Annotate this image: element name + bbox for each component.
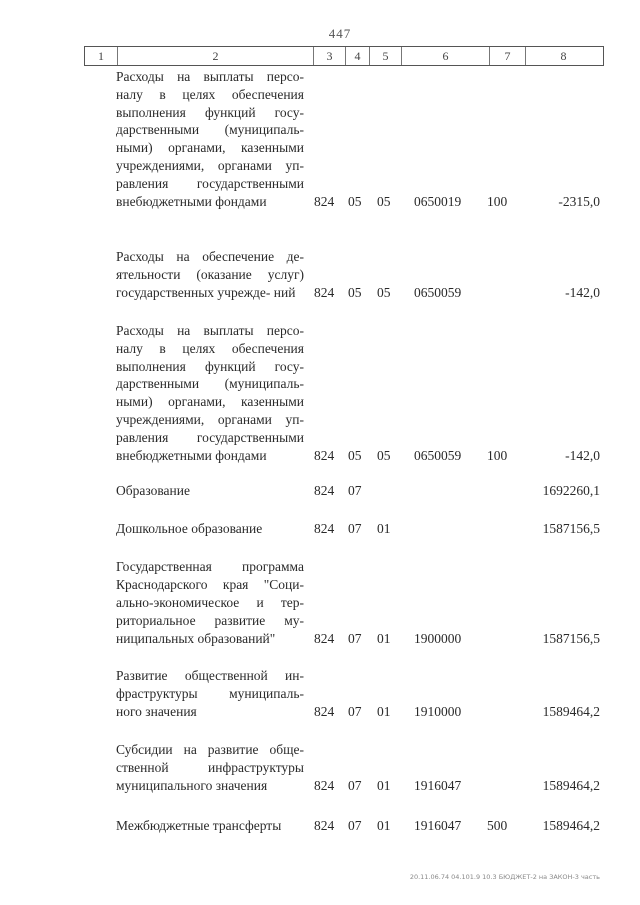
table-row bbox=[0, 558, 640, 648]
header-col-7: 7 bbox=[489, 47, 525, 65]
table-row bbox=[0, 667, 640, 721]
cell-section: 07 bbox=[348, 818, 362, 834]
cell-target-article: 1916047 bbox=[414, 818, 462, 834]
cell-amount: -2315,0 bbox=[558, 194, 600, 210]
cell-section: 07 bbox=[348, 483, 362, 499]
header-col-1: 1 bbox=[98, 49, 104, 63]
cell-code: 824 bbox=[314, 818, 335, 834]
row-description: Расходы на обеспечение де- ятельности (оказание услуг) государственных учрежде- ний bbox=[116, 249, 304, 301]
header-col-4: 4 bbox=[345, 47, 369, 65]
cell-target-article: 0650059 bbox=[414, 448, 462, 464]
cell-target-article: 1900000 bbox=[414, 631, 462, 647]
row-description: Межбюджетные трансферты bbox=[116, 818, 282, 834]
cell-code: 824 bbox=[314, 448, 335, 464]
row-description: Дошкольное образование bbox=[116, 521, 263, 537]
table-row bbox=[0, 520, 640, 538]
cell-expense-type: 500 bbox=[487, 818, 508, 834]
cell-section: 07 bbox=[348, 631, 362, 647]
cell-amount: 1589464,2 bbox=[542, 778, 600, 794]
cell-code: 824 bbox=[314, 285, 335, 301]
cell-amount: 1587156,5 bbox=[542, 631, 600, 647]
cell-code: 824 bbox=[314, 194, 335, 210]
cell-section: 07 bbox=[348, 521, 362, 537]
cell-amount: -142,0 bbox=[565, 285, 600, 301]
cell-code: 824 bbox=[314, 704, 335, 720]
table-row bbox=[0, 741, 640, 795]
cell-amount: -142,0 bbox=[565, 448, 600, 464]
row-description: Образование bbox=[116, 483, 190, 499]
row-description: Субсидии на развитие обще- ственной инфраструктуры муниципального значения bbox=[116, 742, 304, 794]
cell-code: 824 bbox=[314, 521, 335, 537]
header-col-6: 6 bbox=[401, 47, 489, 65]
cell-subsection: 01 bbox=[377, 631, 391, 647]
cell-subsection: 01 bbox=[377, 778, 391, 794]
cell-code: 824 bbox=[314, 483, 335, 499]
cell-section: 05 bbox=[348, 285, 362, 301]
cell-amount: 1589464,2 bbox=[542, 704, 600, 720]
cell-target-article: 0650059 bbox=[414, 285, 462, 301]
cell-target-article: 1910000 bbox=[414, 704, 462, 720]
cell-section: 05 bbox=[348, 194, 362, 210]
header-col-3: 3 bbox=[313, 47, 345, 65]
cell-code: 824 bbox=[314, 778, 335, 794]
cell-section: 07 bbox=[348, 704, 362, 720]
row-description: Государственная программа Краснодарского края "Соци- ально-экономическое и тер- риториальное развитие му- ниципальных образований" bbox=[116, 559, 304, 647]
page-number: 447 bbox=[328, 26, 352, 41]
cell-section: 05 bbox=[348, 448, 362, 464]
cell-target-article: 1916047 bbox=[414, 778, 462, 794]
cell-subsection: 01 bbox=[377, 818, 391, 834]
column-number-header bbox=[84, 46, 604, 66]
cell-subsection: 05 bbox=[377, 285, 391, 301]
cell-subsection: 01 bbox=[377, 521, 391, 537]
table-row bbox=[0, 68, 640, 211]
row-description: Расходы на выплаты персо- налу в целях обеспечения выполнения функций госу- дарственными (муниципаль- ными) органами, казенными учреждениями, органами уп- равления государственными внебюджетными фондами bbox=[116, 322, 304, 464]
cell-code: 824 bbox=[314, 631, 335, 647]
table-row bbox=[0, 817, 640, 835]
header-col-8: 8 bbox=[525, 47, 601, 65]
cell-subsection: 01 bbox=[377, 704, 391, 720]
cell-expense-type: 100 bbox=[487, 194, 508, 210]
cell-section: 07 bbox=[348, 778, 362, 794]
cell-subsection: 05 bbox=[377, 194, 391, 210]
cell-amount: 1589464,2 bbox=[542, 818, 600, 834]
footer-file-path: 20.11.06.74 04.101.9 10.3 БЮДЖЕТ-2 на ЗАКОН-3 часть bbox=[409, 873, 600, 881]
cell-subsection: 05 bbox=[377, 448, 391, 464]
cell-expense-type: 100 bbox=[487, 448, 508, 464]
table-row bbox=[0, 482, 640, 500]
cell-amount: 1692260,1 bbox=[542, 483, 600, 499]
table-row bbox=[0, 230, 640, 302]
row-description: Развитие общественной ин- фраструктуры муниципаль- ного значения bbox=[116, 668, 304, 720]
header-col-5: 5 bbox=[369, 47, 401, 65]
table-row bbox=[0, 322, 640, 465]
cell-target-article: 0650019 bbox=[414, 194, 462, 210]
header-col-2: 2 bbox=[117, 47, 313, 65]
cell-amount: 1587156,5 bbox=[542, 521, 600, 537]
row-description: Расходы на выплаты персо- налу в целях обеспечения выполнения функций госу- дарственными (муниципаль- ными) органами, казенными учреждениями, органами уп- равления государственными внебюджетными фондами bbox=[116, 68, 304, 210]
